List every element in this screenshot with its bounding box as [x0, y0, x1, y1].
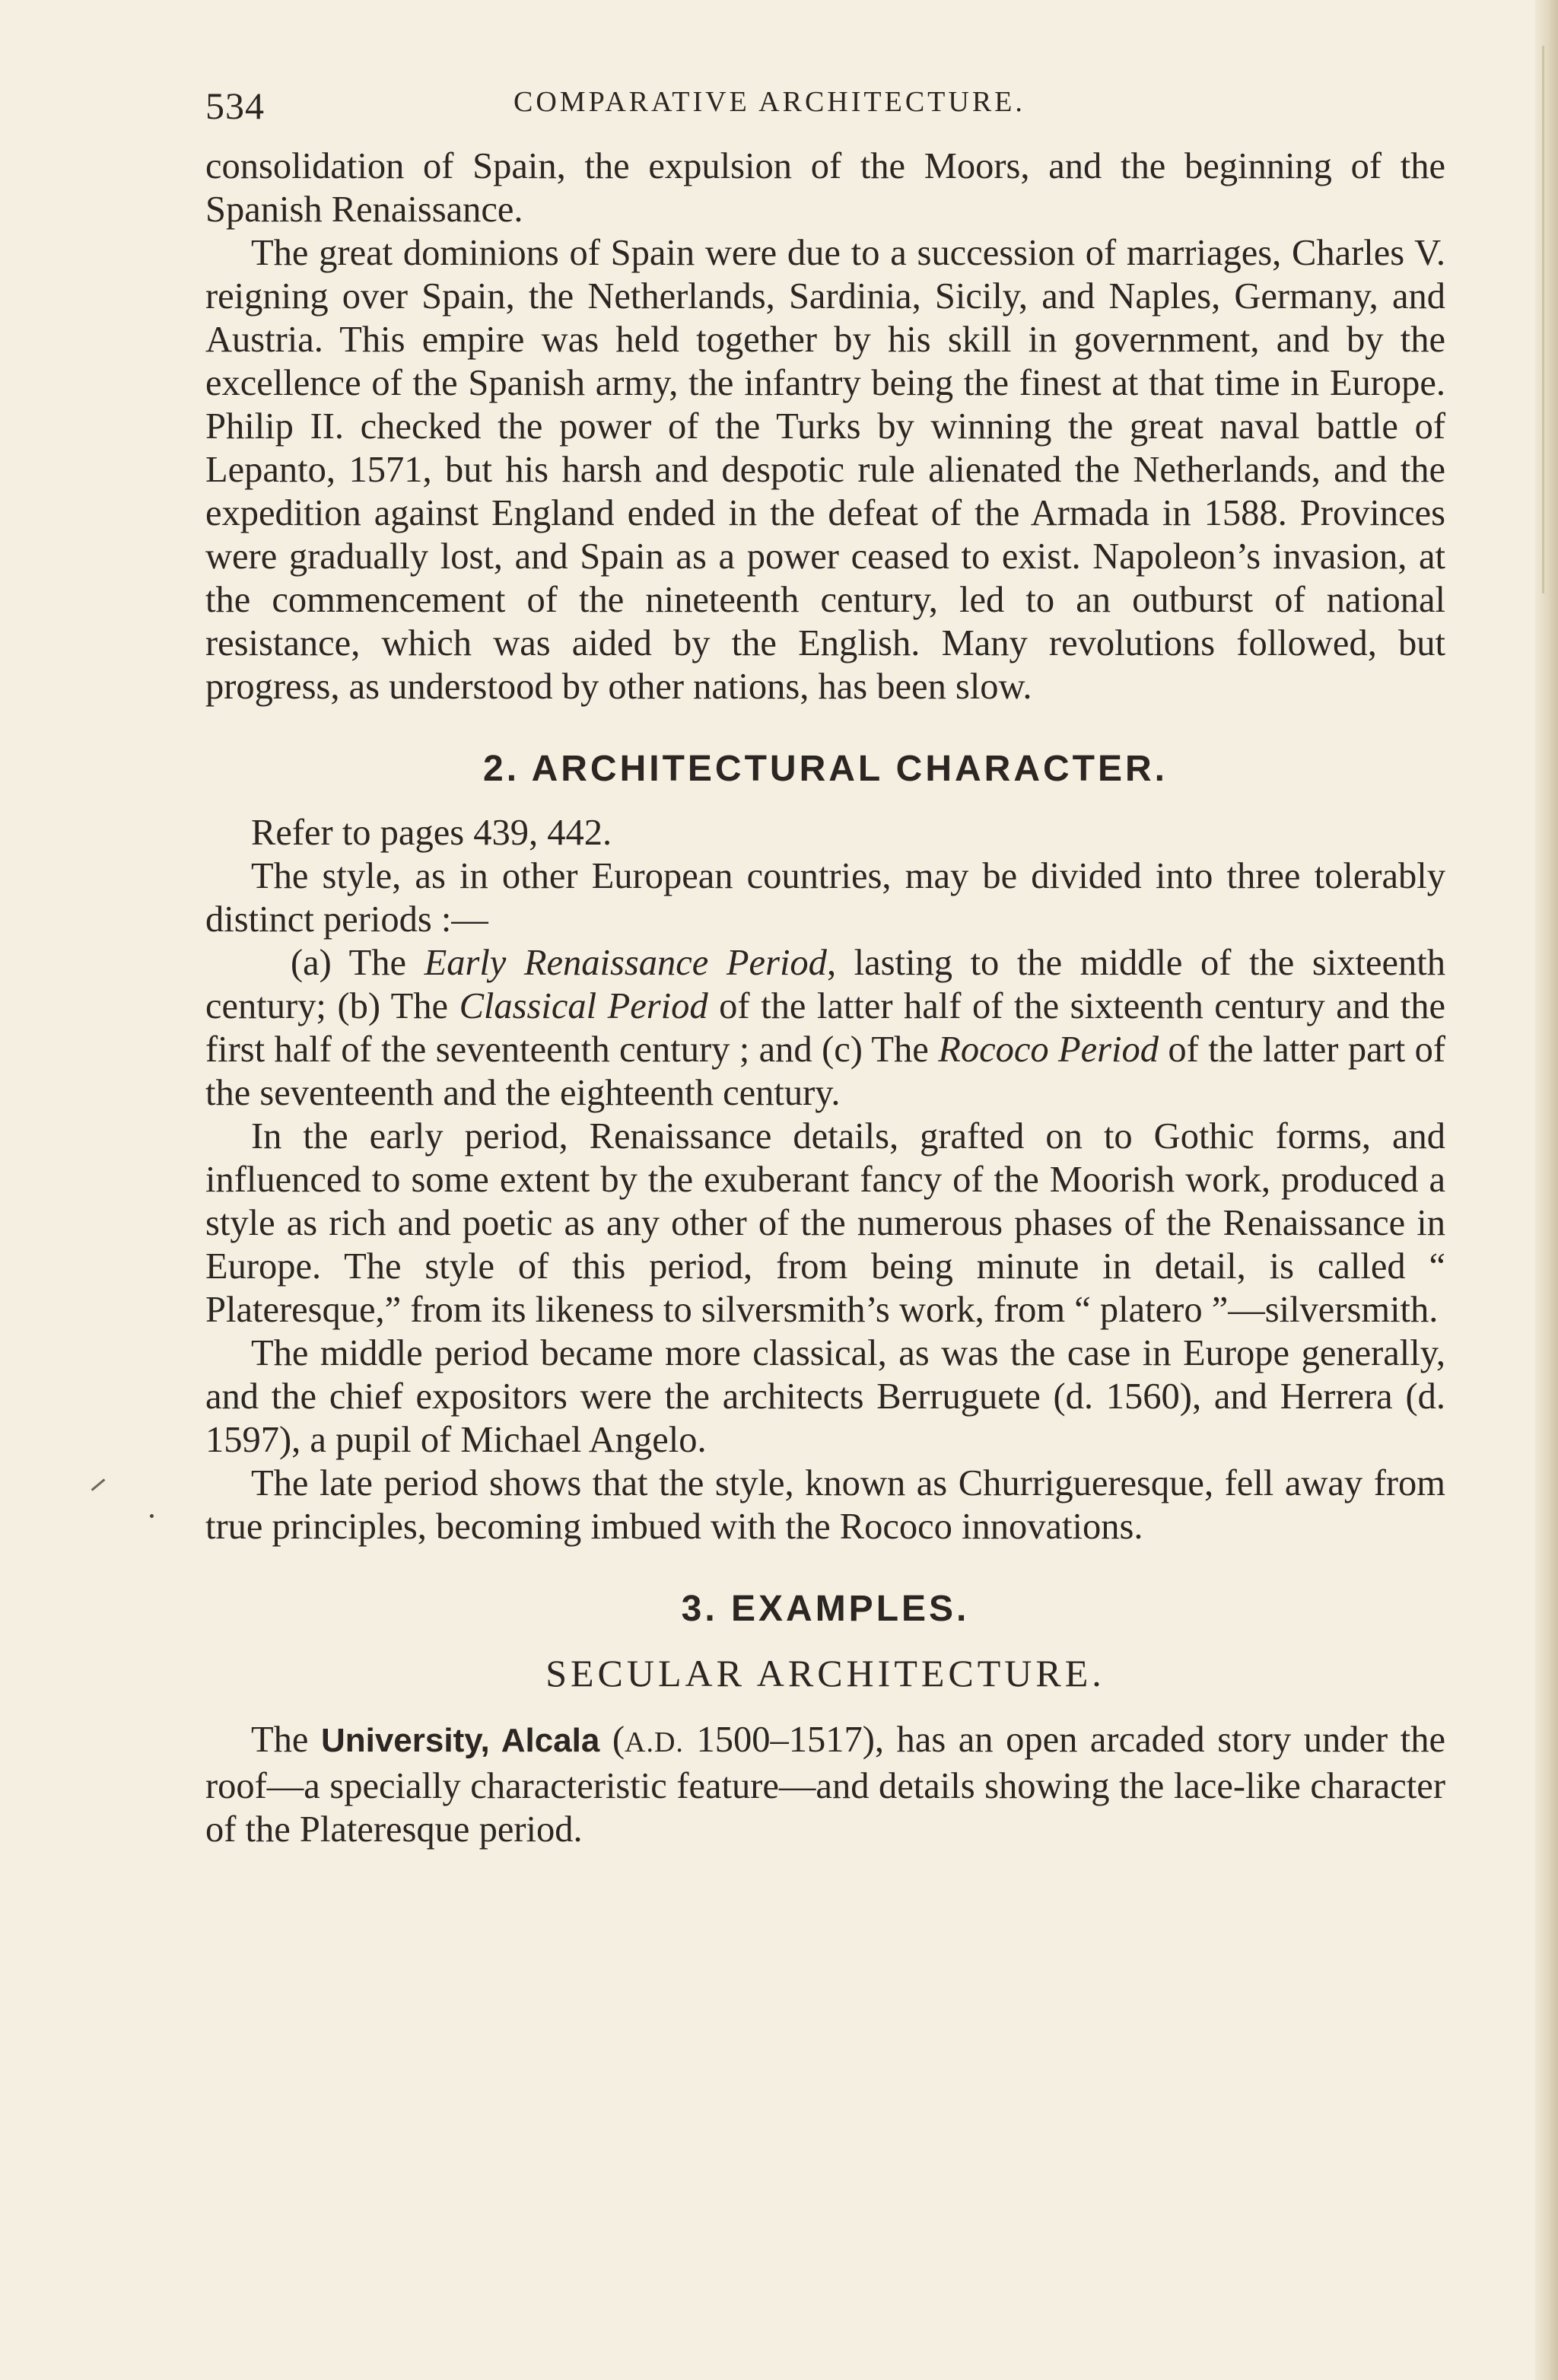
late-period-paragraph: The late period shows that the style, known as Churrigueresque, fell away from true principles, becoming imbued with the Rococo innovations. — [205, 1463, 1445, 1547]
university-era: A.D. — [625, 1726, 684, 1758]
section-heading-examples: 3. EXAMPLES. — [681, 1589, 970, 1629]
periods-intro-paragraph: The style, as in other European countries, may be divided into three tolerably distinct periods :— — [205, 856, 1445, 940]
period-b-text: of the latter half of the sixteenth century and the first half of the seventeenth century ; and — [205, 986, 1446, 1070]
page-header — [205, 61, 1445, 145]
period-b-marker: (b) — [337, 986, 380, 1026]
period-b-name: Classical Period — [459, 986, 708, 1026]
periods-list-paragraph — [205, 941, 1445, 1115]
page-number: 534 — [205, 84, 265, 127]
period-a-the: The — [331, 943, 424, 983]
refer-pages: Refer to pages 439, 442. — [251, 813, 612, 853]
subheading-secular-architecture: SECULAR ARCHITECTURE. — [545, 1652, 1105, 1694]
period-a-name: Early Renaissance Period — [424, 943, 827, 983]
intro-history-paragraph: The great dominions of Spain were due to a succession of marriages, Charles V. reigning over Spain, the Netherlands, Sardinia, Sicily, and Naples, Germany, and Austria. This empire was held together by his skill in government, and by the excellence of the Spanish army, the infantry being the finest at that time in Europe. Philip II. checked the power of the Turks by winning the great naval battle of Lepanto, 1571, but his harsh and despotic rule alienated the Netherlands, and the expedition against England ended in the defeat of the Armada in 1588. Provinces were gradually lost, and Spain as a power ceased to exist. Napoleon’s invasion, at the commencement of the nineteenth century, led to an outburst of national resistance, which was aided by the English. Many revolutions followed, but progress, as understood by other nations, has been slow. — [205, 233, 1445, 707]
middle-period-paragraph: The middle period became more classical, as was the case in Europe generally, and the chief expositors were the architects Berruguete (d. 1560), and Herrera (d. 1597), a pupil of Michael Angelo. — [205, 1333, 1445, 1460]
period-c-marker: (c) — [822, 1029, 863, 1070]
period-b-the: The — [380, 986, 459, 1026]
section-heading-architectural-character: 2. ARCHITECTURAL CHARACTER. — [483, 749, 1168, 789]
university-the: The — [251, 1720, 321, 1760]
margin-pencil-mark — [91, 1478, 106, 1491]
page-edge-shadow — [1542, 46, 1544, 593]
early-period-paragraph: In the early period, Renaissance details, grafted on to Gothic forms, and influenced to some extent by the exuberant fancy of the Moorish work, produced a style as rich and poetic as any other of the numerous phases of the Renaissance in Europe. The style of this period, from being minute in detail, is called “ Plateresque,” from its likeness to silversmith’s work, from “ platero ”—silversmith. — [205, 1116, 1445, 1330]
university-text: 1500–1517), has an open arcaded story under the roof—a specially characteristic feature—and details showing the lace-like character of the Plateresque period. — [205, 1720, 1445, 1850]
intro-continuation: consolidation of Spain, the expulsion of the Moors, and the beginning of the Spanish Renaissance. — [205, 146, 1445, 230]
running-title: COMPARATIVE ARCHITECTURE. — [514, 86, 1025, 118]
book-page — [205, 61, 1445, 1851]
period-c-name: Rococo Period — [938, 1029, 1159, 1070]
page-edge — [1535, 0, 1558, 2380]
margin-dot — [150, 1514, 154, 1518]
period-a-text: , lasting to the middle of the sixteenth century; — [205, 943, 1445, 1026]
period-a-marker: (a) — [291, 943, 332, 983]
period-c-text: of the latter part of the seventeenth and the eighteenth century. — [205, 1029, 1446, 1113]
university-name: University, Alcala — [320, 1722, 600, 1759]
university-alcala-paragraph — [205, 1718, 1445, 1851]
period-c-the: The — [862, 1029, 939, 1070]
university-open-paren: ( — [599, 1720, 625, 1760]
